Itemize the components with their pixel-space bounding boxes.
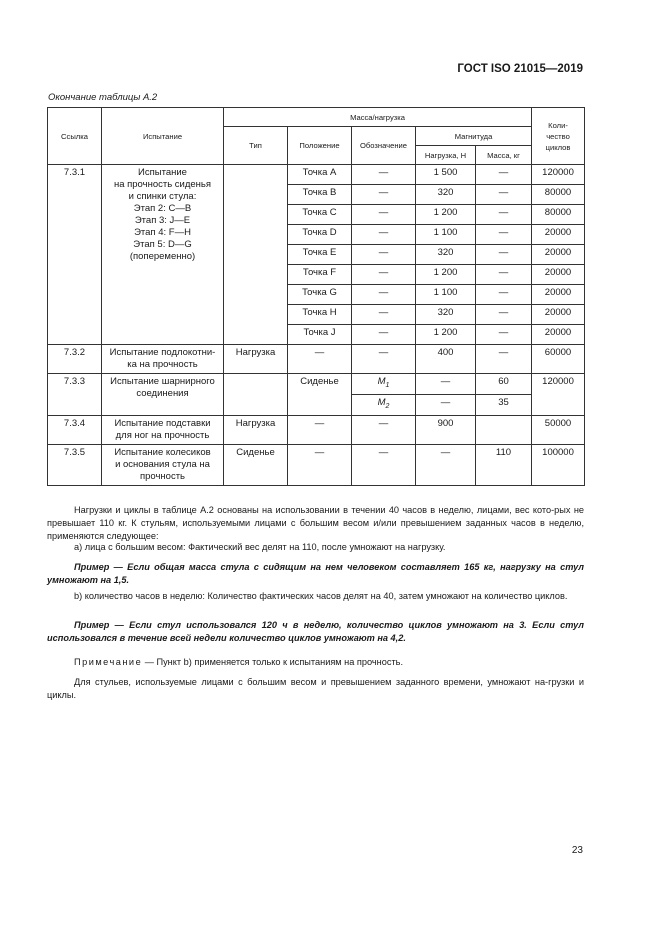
cell-load: 1 500: [416, 165, 476, 185]
cell-ref: 7.3.3: [48, 374, 102, 416]
cell-load: —: [416, 374, 476, 395]
col-header-position: Положение: [288, 127, 352, 165]
cell-position: Точка G: [288, 285, 352, 305]
cell-designation: —: [352, 265, 416, 285]
document-header: ГОСТ ISO 21015—2019: [457, 63, 583, 75]
cell-ref: 7.3.4: [48, 415, 102, 444]
cell-designation: —: [352, 185, 416, 205]
col-header-load: Нагрузка, Н: [416, 146, 476, 165]
cell-position: —: [288, 415, 352, 444]
cell-mass: [476, 415, 532, 444]
cell-load: —: [416, 444, 476, 485]
paragraph-item-b: b) количество часов в неделю: Количество фактических часов делят на 40, затем умножают на количество циклов.: [74, 591, 568, 601]
note-label: Примечание: [74, 657, 143, 667]
cell-designation: —: [352, 205, 416, 225]
cell-load: 1 200: [416, 265, 476, 285]
cell-designation: —: [352, 225, 416, 245]
col-header-mass: Масса, кг: [476, 146, 532, 165]
cell-mass: 60: [476, 374, 532, 395]
cell-mass: —: [476, 225, 532, 245]
cell-cycles: 60000: [532, 345, 585, 374]
col-header-mass-load: Масса/нагрузка: [224, 108, 532, 127]
cell-position: Точка Н: [288, 305, 352, 325]
cell-mass: 110: [476, 444, 532, 485]
cell-designation: —: [352, 245, 416, 265]
cell-load: 900: [416, 415, 476, 444]
cell-designation: —: [352, 165, 416, 185]
table-row: [48, 345, 585, 374]
cell-test: Испытание шарнирного соединения: [102, 374, 224, 416]
cell-mass: —: [476, 285, 532, 305]
paragraph-item-a: а) лица с большим весом: Фактический вес делят на 110, после умножают на нагрузку.: [74, 542, 446, 552]
cell-test: Испытание на прочность сиденья и спинки стула: Этап 2: С—В Этап 3: J—E Этап 4: F—H Этап 5: D—G (попеременно): [102, 165, 224, 345]
cell-load: 1 200: [416, 325, 476, 345]
cell-designation: —: [352, 285, 416, 305]
cell-cycles: 100000: [532, 444, 585, 485]
cell-designation: —: [352, 444, 416, 485]
cell-designation: $M_2$: [352, 394, 416, 415]
cell-position: Точка А: [288, 165, 352, 185]
cell-cycles: 120000: [532, 165, 585, 185]
cell-ref: 7.3.1: [48, 165, 102, 345]
cell-type: [224, 374, 288, 416]
cell-mass: —: [476, 345, 532, 374]
paragraph-conditions: Нагрузки и циклы в таблице А.2 основаны на использовании в течении 40 часов в неделю, лицами, вес кото-рых не превышает 110 кг. К стульям, используемыми лицами с большим весом и/или превышением заданных часов в неделю, применяются следующее:: [47, 505, 584, 541]
table-row: [48, 415, 585, 444]
cell-mass: —: [476, 305, 532, 325]
cell-load: 1 200: [416, 205, 476, 225]
cell-test: Испытание подставки для ног на прочность: [102, 415, 224, 444]
cell-load: 320: [416, 245, 476, 265]
cell-type: [224, 165, 288, 345]
cell-type: Нагрузка: [224, 345, 288, 374]
cell-type: Нагрузка: [224, 415, 288, 444]
cell-mass: —: [476, 205, 532, 225]
cell-position: Точка F: [288, 265, 352, 285]
cell-type: Сиденье: [224, 444, 288, 485]
cell-cycles: 20000: [532, 265, 585, 285]
cell-mass: —: [476, 165, 532, 185]
note-text: — Пункт b) применяется только к испытаниям на прочность.: [142, 657, 404, 667]
example-1: Пример — Если общая масса стула с сидящим на нем человеком составляет 165 кг, нагрузку на стул умножают на 1,5.: [47, 562, 584, 585]
cell-position: Точка D: [288, 225, 352, 245]
cell-load: 1 100: [416, 285, 476, 305]
cell-cycles: 80000: [532, 185, 585, 205]
cell-position: Точка С: [288, 205, 352, 225]
cell-position: Точка J: [288, 325, 352, 345]
cell-cycles: 120000: [532, 374, 585, 416]
cell-cycles: 20000: [532, 245, 585, 265]
table-caption: Окончание таблицы А.2: [48, 92, 158, 103]
page-number: 23: [571, 845, 583, 856]
cell-cycles: 80000: [532, 205, 585, 225]
cell-designation: —: [352, 415, 416, 444]
cell-load: 320: [416, 185, 476, 205]
cell-cycles: 50000: [532, 415, 585, 444]
col-header-test: Испытание: [102, 108, 224, 165]
paragraph-heavy-users: Для стульев, используемые лицами с большим весом и превышением заданного времени, умножают на-грузки и циклы.: [47, 677, 584, 700]
table-row: [48, 374, 585, 395]
table-row: [48, 165, 585, 185]
cell-mass: —: [476, 245, 532, 265]
col-header-designation: Обозначение: [352, 127, 416, 165]
cell-position: Точка В: [288, 185, 352, 205]
cell-designation: $M_1$: [352, 374, 416, 395]
cell-mass: —: [476, 265, 532, 285]
cell-cycles: 20000: [532, 325, 585, 345]
cell-load: 1 100: [416, 225, 476, 245]
test-table: [47, 107, 585, 486]
example-2: Пример — Если стул использовался 120 ч в неделю, количество циклов умножают на 3. Если стул использовался в течение всей недели количество циклов умножают на 4,2.: [47, 620, 584, 643]
col-header-type: Тип: [224, 127, 288, 165]
note: [47, 656, 584, 669]
cell-ref: 7.3.5: [48, 444, 102, 485]
cell-cycles: 20000: [532, 305, 585, 325]
cell-position: Точка Е: [288, 245, 352, 265]
cell-position: —: [288, 345, 352, 374]
cell-mass: 35: [476, 394, 532, 415]
cell-designation: —: [352, 305, 416, 325]
cell-load: —: [416, 394, 476, 415]
col-header-ref: Ссылка: [48, 108, 102, 165]
cell-cycles: 20000: [532, 225, 585, 245]
cell-test: Испытание колесиков и основания стула на прочность: [102, 444, 224, 485]
cell-designation: —: [352, 325, 416, 345]
cell-position: Сиденье: [288, 374, 352, 416]
cell-test: Испытание подлокотни- ка на прочность: [102, 345, 224, 374]
table-row: [48, 444, 585, 485]
cell-cycles: 20000: [532, 285, 585, 305]
cell-position: —: [288, 444, 352, 485]
cell-mass: —: [476, 185, 532, 205]
cell-load: 320: [416, 305, 476, 325]
cell-designation: —: [352, 345, 416, 374]
col-header-cycles: Коли- чество циклов: [532, 108, 585, 165]
cell-load: 400: [416, 345, 476, 374]
cell-ref: 7.3.2: [48, 345, 102, 374]
cell-mass: —: [476, 325, 532, 345]
col-header-magnitude: Магнитуда: [416, 127, 532, 146]
